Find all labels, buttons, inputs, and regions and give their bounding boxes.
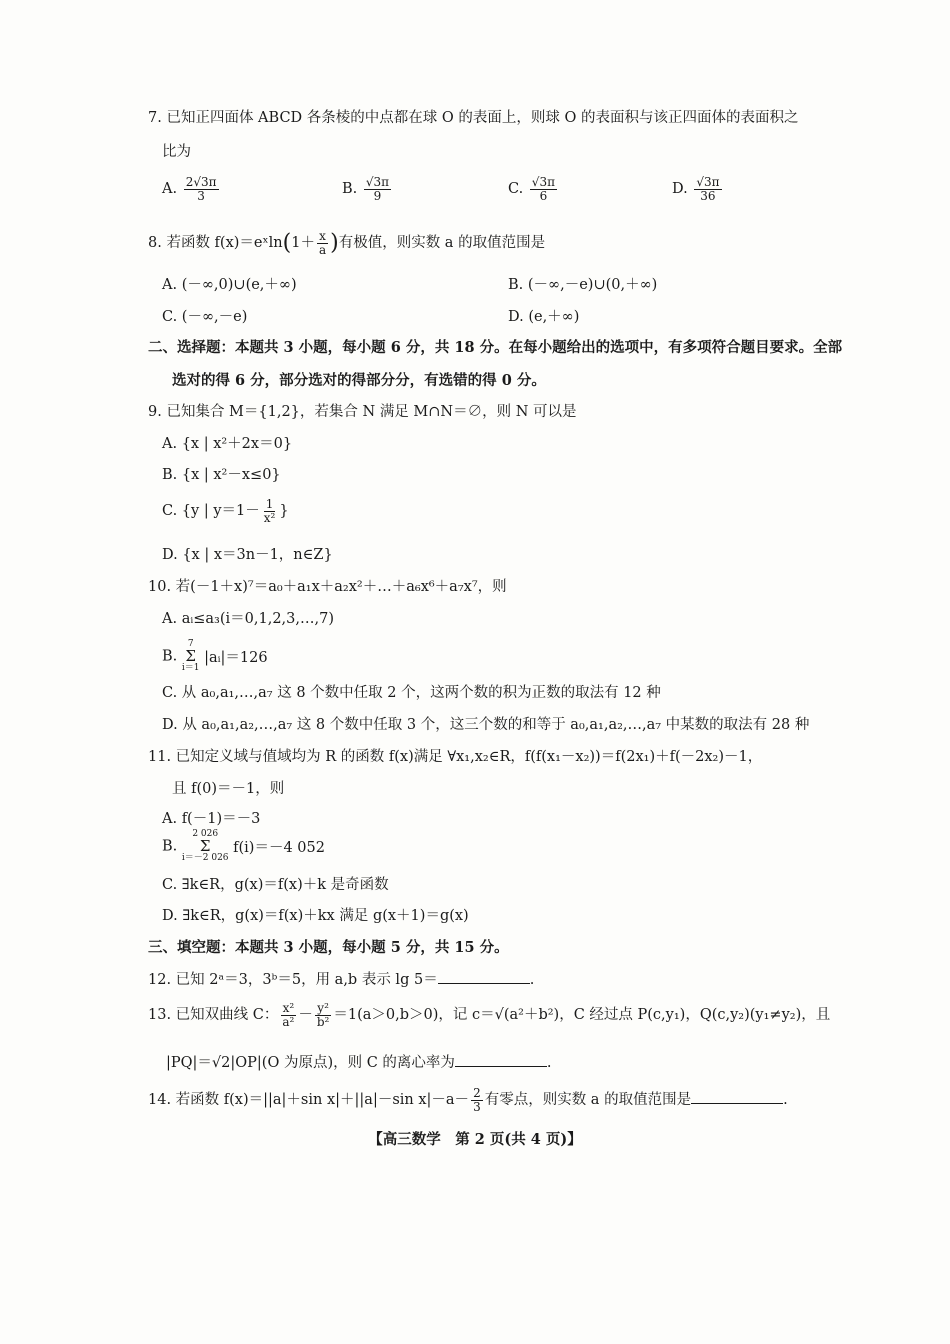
q9-stem: 9. 已知集合 M＝{1,2}，若集合 N 满足 M∩N＝∅，则 N 可以是 xyxy=(148,404,577,420)
minus-sign: － xyxy=(298,1007,313,1024)
q10-option-c: C. 从 a₀,a₁,…,a₇ 这 8 个数中任取 2 个，这两个数的积为正数的取法有 12 种 xyxy=(162,685,661,701)
fraction-numerator: x² xyxy=(282,1001,295,1015)
fraction-numerator: 1 xyxy=(265,497,274,511)
option-text: C. {y | y＝1－ xyxy=(162,503,260,520)
q7-option-b xyxy=(342,176,393,202)
summation xyxy=(182,640,200,673)
fraction-denominator: 6 xyxy=(539,188,548,203)
sum-lower: i＝1 xyxy=(181,663,200,673)
q14-text: 有零点，则实数 a 的取值范围是 xyxy=(484,1092,692,1109)
fraction-denominator: 36 xyxy=(700,188,716,203)
fraction-numerator: √3π xyxy=(365,175,390,189)
section3-heading: 三、填空题：本题共 3 小题，每小题 5 分，共 15 分。 xyxy=(148,939,509,956)
q11-option-d: D. ∃k∈R，g(x)＝f(x)＋kx 满足 g(x＋1)＝g(x) xyxy=(162,908,469,924)
q11-option-c: C. ∃k∈R，g(x)＝f(x)＋k 是奇函数 xyxy=(162,877,389,893)
fraction-numerator: 2√3π xyxy=(185,175,217,189)
option-label: D. xyxy=(672,181,688,198)
sum-upper: 2 026 xyxy=(192,829,219,839)
sum-sign: Σ xyxy=(199,837,211,855)
answer-blank[interactable] xyxy=(691,1103,783,1104)
option-label: B. xyxy=(162,838,178,855)
q10-stem: 10. 若(－1＋x)⁷＝a₀＋a₁x＋a₂x²＋…＋a₆x⁶＋a₇x⁷，则 xyxy=(148,579,507,595)
q8-option-d: D. (e,＋∞) xyxy=(508,309,580,325)
fraction xyxy=(315,1002,332,1028)
q10-option-b xyxy=(162,640,268,673)
q7-stem: 7. 已知正四面体 ABCD 各条棱的中点都在球 O 的表面上，则球 O 的表面积与该正四面体的表面积之 xyxy=(148,110,799,126)
sum-upper: 7 xyxy=(187,639,194,649)
q13-stem-cont xyxy=(166,1051,552,1072)
q7-stem-cont: 比为 xyxy=(162,144,191,160)
summation xyxy=(182,830,229,863)
option-label: B. xyxy=(162,648,178,665)
option-text: } xyxy=(279,503,289,520)
fraction-denominator: 3 xyxy=(197,188,205,203)
answer-blank[interactable] xyxy=(438,983,530,984)
fraction-denominator: 9 xyxy=(373,188,382,203)
q9-option-a: A. {x | x²＋2x＝0} xyxy=(162,436,293,452)
q9-option-c xyxy=(162,498,289,524)
sum-sign: Σ xyxy=(185,647,196,665)
q11-option-b xyxy=(162,830,325,863)
q12-end: . xyxy=(529,972,535,988)
fraction xyxy=(471,1087,483,1113)
q13-text: |PQ|＝√2|OP|(O 为原点)，则 C 的离心率为 xyxy=(166,1055,455,1071)
q13-text: 13. 已知双曲线 C： xyxy=(148,1007,279,1024)
q10-option-d: D. 从 a₀,a₁,a₂,…,a₇ 这 8 个数中任取 3 个，这三个数的和等于 a₀,a₁,a₂,…,a₇ 中某数的取法有 28 种 xyxy=(162,717,810,733)
q8-stem xyxy=(148,230,545,256)
q10-option-a: A. aᵢ≤a₃(i＝0,1,2,3,…,7) xyxy=(162,611,334,627)
q9-option-d: D. {x | x＝3n－1，n∈Z} xyxy=(162,547,333,563)
fraction-numerator: y² xyxy=(317,1001,329,1015)
fraction-denominator: b² xyxy=(316,1014,330,1029)
q11-stem: 11. 已知定义域与值域均为 R 的函数 f(x)满足 ∀x₁,x₂∈R，f(f(x₁－x₂))＝f(2x₁)＋f(－2x₂)－1， xyxy=(148,749,763,765)
fraction-numerator: 2 xyxy=(473,1086,481,1100)
fraction xyxy=(364,176,391,202)
q9-option-b: B. {x | x²－x≤0} xyxy=(162,467,281,483)
fraction-numerator: x xyxy=(319,229,326,243)
section2-heading: 二、选择题：本题共 3 小题，每小题 6 分，共 18 分。在每小题给出的选项中，有多项符合题目要求。全部 xyxy=(148,339,843,356)
fraction xyxy=(280,1002,296,1028)
fraction-numerator: √3π xyxy=(531,175,555,189)
paren-close: ) xyxy=(330,230,339,256)
answer-blank[interactable] xyxy=(455,1066,547,1067)
q13-text: ＝1(a＞0,b＞0)，记 c＝√(a²＋b²)，C 经过点 P(c,y₁)，Q(c,y₂)(y₁≠y₂)，且 xyxy=(333,1007,831,1024)
q14-text: 14. 若函数 f(x)＝||a|＋sin x|＋||a|－sin x|－a－ xyxy=(148,1092,470,1109)
sum-lower: i＝－2 026 xyxy=(181,853,229,863)
page-footer: 【高三数学 第 2 页(共 4 页)】 xyxy=(368,1131,582,1148)
fraction-denominator: a² xyxy=(282,1014,295,1029)
paren-open: ( xyxy=(282,230,292,256)
q13-stem xyxy=(148,1002,830,1028)
fraction xyxy=(530,176,557,202)
q11-option-a: A. f(－1)＝－3 xyxy=(162,811,261,827)
option-label: C. xyxy=(508,181,524,198)
q7-option-c xyxy=(508,176,559,202)
fraction xyxy=(262,498,278,524)
q13-end: . xyxy=(546,1055,552,1071)
q8-stem-part: 8. 若函数 f(x)＝eˣln xyxy=(148,235,283,252)
fraction-denominator: x² xyxy=(263,510,276,525)
fraction-denominator: a xyxy=(318,242,327,257)
option-text: |aᵢ|＝126 xyxy=(204,650,268,666)
fraction xyxy=(694,176,721,202)
fraction-denominator: 3 xyxy=(473,1099,481,1114)
option-label: A. xyxy=(162,181,178,198)
q7-option-d xyxy=(672,176,724,202)
q8-stem-part: 有极值，则实数 a 的取值范围是 xyxy=(338,235,546,252)
option-text: f(i)＝－4 052 xyxy=(233,840,325,856)
fraction xyxy=(184,176,219,202)
option-label: B. xyxy=(342,181,358,198)
q12-stem xyxy=(148,968,534,989)
fraction xyxy=(317,230,328,256)
section2-heading-cont: 选对的得 6 分，部分选对的得部分分，有选错的得 0 分。 xyxy=(172,372,546,389)
q14-end: . xyxy=(783,1092,788,1109)
q14-stem xyxy=(148,1087,788,1113)
q11-stem-cont: 且 f(0)＝－1，则 xyxy=(172,781,285,797)
q8-stem-part: 1＋ xyxy=(291,235,315,252)
q8-option-b: B. (－∞,－e)∪(0,＋∞) xyxy=(508,277,658,293)
q8-option-a: A. (－∞,0)∪(e,＋∞) xyxy=(162,277,297,293)
fraction-numerator: √3π xyxy=(696,175,720,189)
q12-text: 12. 已知 2ᵃ＝3，3ᵇ＝5，用 a,b 表示 lg 5＝ xyxy=(148,972,438,988)
q8-option-c: C. (－∞,－e) xyxy=(162,309,248,325)
q7-option-a xyxy=(162,176,221,202)
